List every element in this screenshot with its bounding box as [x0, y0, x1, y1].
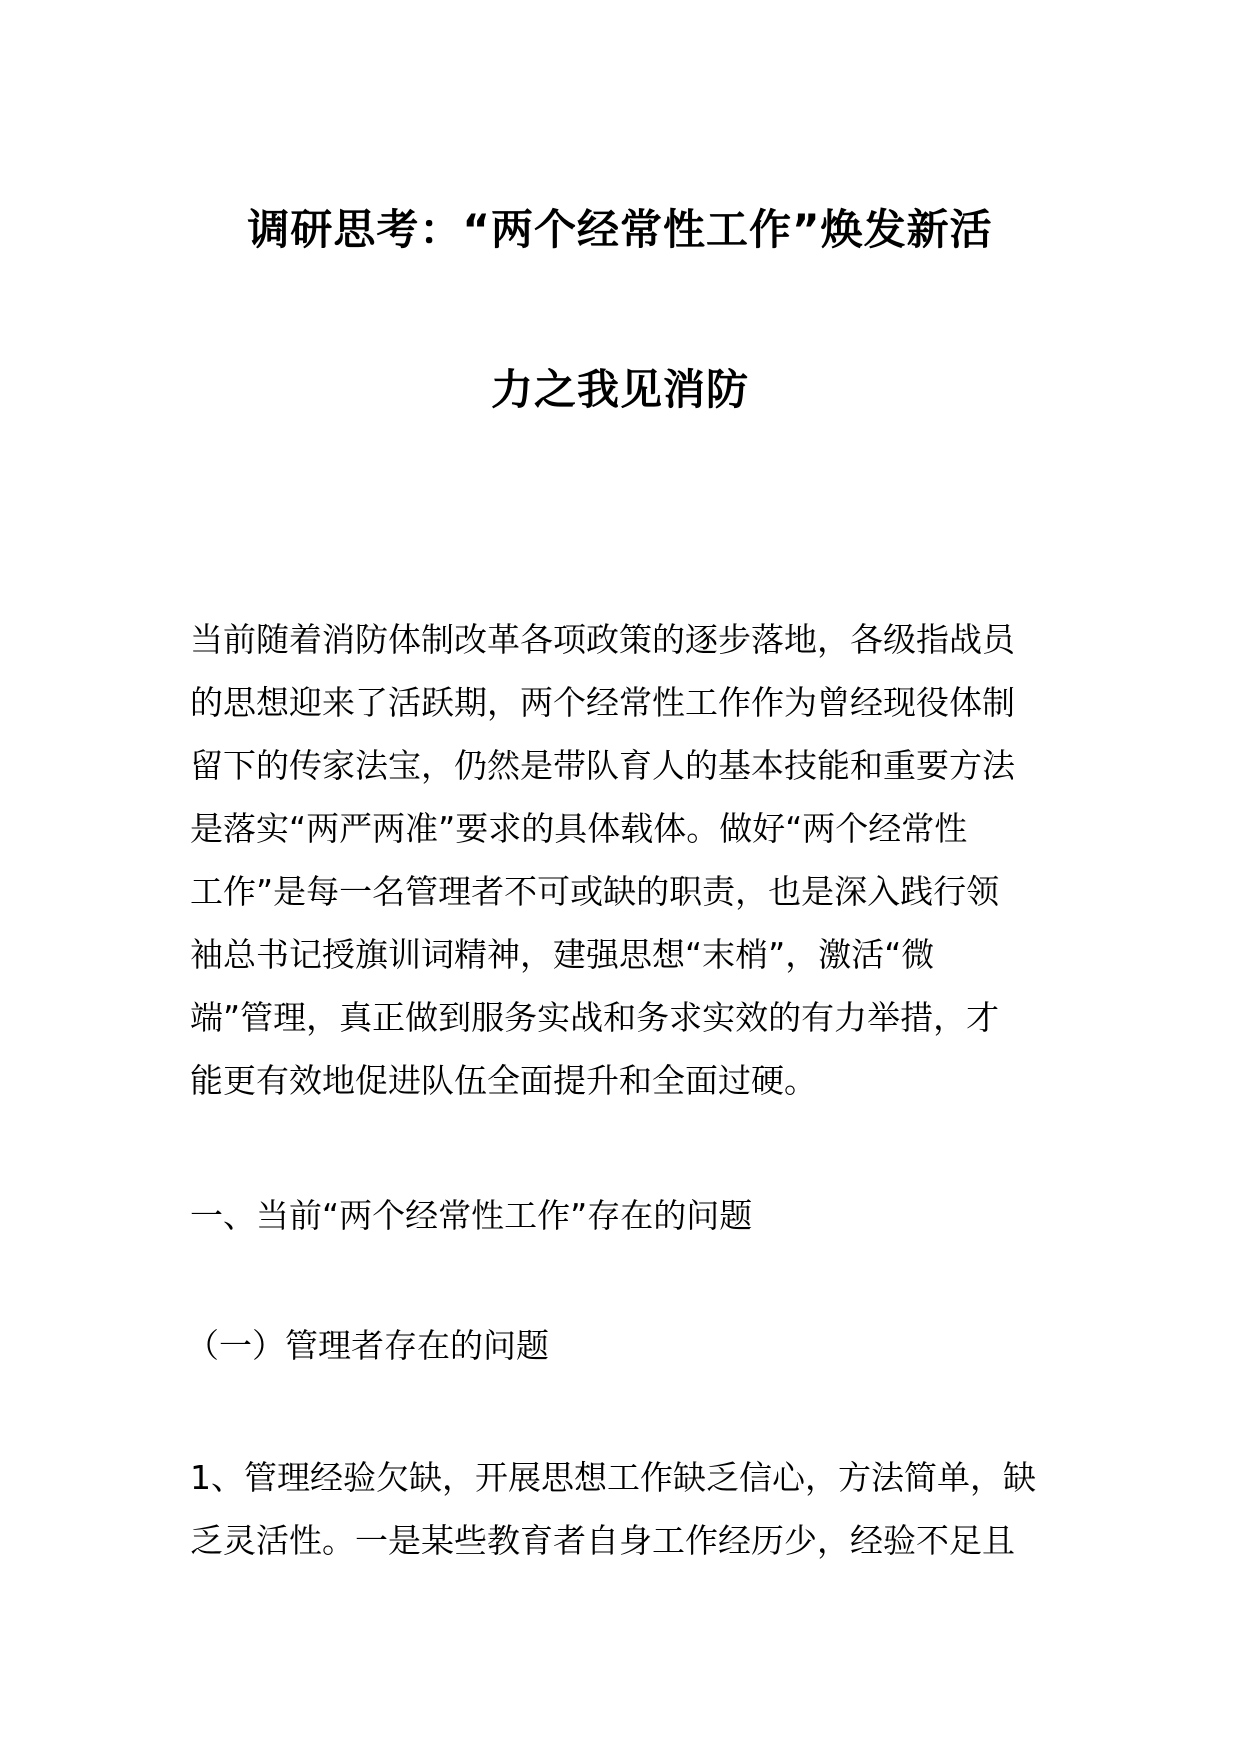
document-title-line-1: 调研思考：“两个经常性工作”焕发新活 [247, 205, 993, 254]
section-heading: 一、当前“两个经常性工作”存在的问题 [190, 1196, 753, 1235]
subsection-heading: （一）管理者存在的问题 [186, 1326, 549, 1365]
intro-line: 的思想迎来了活跃期，两个经常性工作作为曾经现役体制 [190, 683, 1015, 722]
point-1-line: 乏灵活性。一是某些教育者自身工作经历少，经验不足且 [190, 1521, 1015, 1560]
intro-line: 是落实“两严两准”要求的具体载体。做好“两个经常性 [190, 809, 968, 848]
intro-line: 工作”是每一名管理者不可或缺的职责，也是深入践行领 [190, 872, 1000, 911]
point-1-line: 1、管理经验欠缺，开展思想工作缺乏信心，方法简单，缺 [190, 1458, 1036, 1497]
intro-line: 袖总书记授旗训词精神，建强思想“末梢”，激活“微 [190, 935, 935, 974]
intro-line: 能更有效地促进队伍全面提升和全面过硬。 [190, 1061, 817, 1100]
intro-line: 端”管理，真正做到服务实战和务求实效的有力举措，才 [190, 998, 1000, 1037]
intro-line: 当前随着消防体制改革各项政策的逐步落地，各级指战员 [190, 620, 1015, 659]
intro-line: 留下的传家法宝，仍然是带队育人的基本技能和重要方法 [190, 746, 1015, 785]
document-title-line-2: 力之我见消防 [490, 365, 749, 414]
